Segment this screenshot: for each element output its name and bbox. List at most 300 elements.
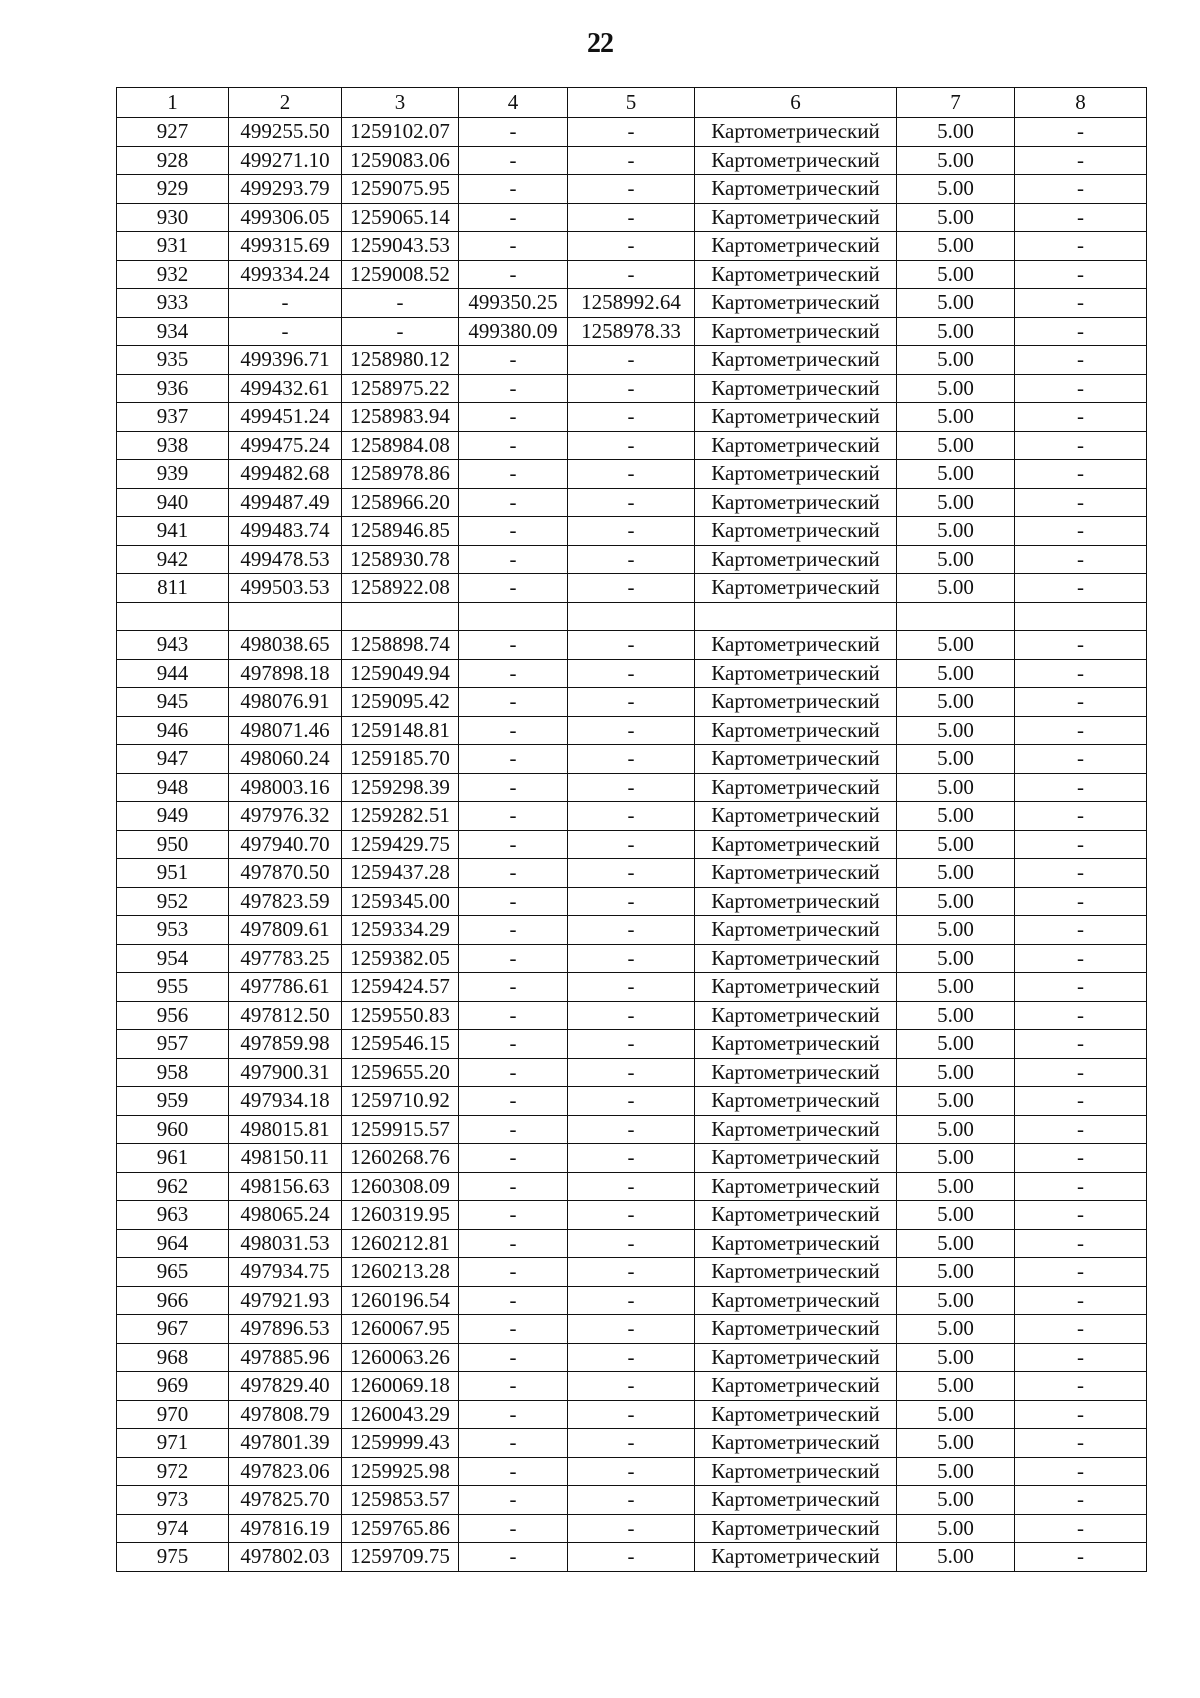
table-cell: 497921.93 xyxy=(229,1286,342,1315)
table-cell: 497934.75 xyxy=(229,1258,342,1287)
table-cell: Картометрический xyxy=(695,887,897,916)
table-cell: 1258992.64 xyxy=(568,289,695,318)
table-cell: Картометрический xyxy=(695,1087,897,1116)
table-cell: - xyxy=(568,1372,695,1401)
table-cell: 499271.10 xyxy=(229,146,342,175)
table-cell xyxy=(117,602,229,631)
table-cell: - xyxy=(459,1058,568,1087)
table-cell: 5.00 xyxy=(897,1229,1015,1258)
table-cell: 974 xyxy=(117,1514,229,1543)
table-cell: 811 xyxy=(117,574,229,603)
table-cell: - xyxy=(1015,374,1147,403)
table-cell: - xyxy=(1015,887,1147,916)
table-cell: 959 xyxy=(117,1087,229,1116)
table-row xyxy=(117,830,1147,859)
table-cell: 957 xyxy=(117,1030,229,1059)
table-cell: - xyxy=(1015,1429,1147,1458)
table-row xyxy=(117,1001,1147,1030)
table-row xyxy=(117,802,1147,831)
table-cell: 499475.24 xyxy=(229,431,342,460)
table-cell: Картометрический xyxy=(695,1400,897,1429)
table-cell: 497802.03 xyxy=(229,1543,342,1572)
table-cell: - xyxy=(1015,146,1147,175)
table-row xyxy=(117,1315,1147,1344)
table-cell: - xyxy=(568,745,695,774)
table-cell: - xyxy=(568,203,695,232)
table-cell: 5.00 xyxy=(897,1172,1015,1201)
table-cell: 1258930.78 xyxy=(342,545,459,574)
table-cell: 5.00 xyxy=(897,1058,1015,1087)
table-cell: 955 xyxy=(117,973,229,1002)
table-cell: Картометрический xyxy=(695,1514,897,1543)
table-cell: - xyxy=(459,688,568,717)
table-cell: - xyxy=(1015,545,1147,574)
table-row xyxy=(117,1258,1147,1287)
table-cell: 5.00 xyxy=(897,1144,1015,1173)
table-cell: 5.00 xyxy=(897,1201,1015,1230)
table-cell: - xyxy=(568,1315,695,1344)
table-cell: 936 xyxy=(117,374,229,403)
table-cell: 964 xyxy=(117,1229,229,1258)
table-cell xyxy=(695,602,897,631)
table-cell: Картометрический xyxy=(695,460,897,489)
table-cell: 499478.53 xyxy=(229,545,342,574)
table-cell: Картометрический xyxy=(695,374,897,403)
table-cell: 497934.18 xyxy=(229,1087,342,1116)
table-cell: 5.00 xyxy=(897,659,1015,688)
table-cell: Картометрический xyxy=(695,346,897,375)
table-cell: - xyxy=(459,1172,568,1201)
header-cell: 3 xyxy=(342,88,459,118)
table-cell: - xyxy=(1015,631,1147,660)
table-cell: 499503.53 xyxy=(229,574,342,603)
table-cell: 972 xyxy=(117,1457,229,1486)
table-cell: 5.00 xyxy=(897,1543,1015,1572)
table-cell: 499306.05 xyxy=(229,203,342,232)
table-cell: - xyxy=(459,232,568,261)
table-cell: 1258983.94 xyxy=(342,403,459,432)
table-cell: 956 xyxy=(117,1001,229,1030)
table-cell: - xyxy=(459,403,568,432)
table-cell: - xyxy=(1015,688,1147,717)
table-cell: - xyxy=(568,1429,695,1458)
table-cell: - xyxy=(568,659,695,688)
table-cell: 947 xyxy=(117,745,229,774)
table-cell: 930 xyxy=(117,203,229,232)
table-cell: 5.00 xyxy=(897,802,1015,831)
table-cell: 5.00 xyxy=(897,830,1015,859)
table-cell: - xyxy=(459,916,568,945)
table-cell: - xyxy=(1015,118,1147,147)
table-cell: - xyxy=(459,374,568,403)
table-cell: - xyxy=(568,146,695,175)
table-cell: 5.00 xyxy=(897,574,1015,603)
table-cell: - xyxy=(568,1514,695,1543)
table-cell: 1258922.08 xyxy=(342,574,459,603)
table-cell: - xyxy=(229,289,342,318)
table-cell: 1260212.81 xyxy=(342,1229,459,1258)
table-cell: Картометрический xyxy=(695,574,897,603)
table-cell: Картометрический xyxy=(695,203,897,232)
table-cell: 1258980.12 xyxy=(342,346,459,375)
table-cell: - xyxy=(568,973,695,1002)
table-cell: 939 xyxy=(117,460,229,489)
table-row xyxy=(117,1457,1147,1486)
table-cell: - xyxy=(459,346,568,375)
table-cell: Картометрический xyxy=(695,289,897,318)
table-cell: 497786.61 xyxy=(229,973,342,1002)
table-cell: 5.00 xyxy=(897,403,1015,432)
table-cell: 1258975.22 xyxy=(342,374,459,403)
table-row xyxy=(117,887,1147,916)
table-cell: - xyxy=(568,1144,695,1173)
table-cell: 927 xyxy=(117,118,229,147)
table-cell: - xyxy=(459,460,568,489)
table-cell: 497801.39 xyxy=(229,1429,342,1458)
table-cell: 499334.24 xyxy=(229,260,342,289)
header-cell: 4 xyxy=(459,88,568,118)
table-cell: 946 xyxy=(117,716,229,745)
table-cell: - xyxy=(459,1457,568,1486)
table-cell: 499293.79 xyxy=(229,175,342,204)
table-cell: - xyxy=(342,317,459,346)
table-cell: 962 xyxy=(117,1172,229,1201)
table-cell: - xyxy=(459,773,568,802)
table-row xyxy=(117,1087,1147,1116)
table-cell: 5.00 xyxy=(897,232,1015,261)
table-cell: Картометрический xyxy=(695,1058,897,1087)
table-cell: - xyxy=(568,1343,695,1372)
table-cell: - xyxy=(1015,460,1147,489)
table-row xyxy=(117,374,1147,403)
table-cell: - xyxy=(1015,1543,1147,1572)
table-cell: 1259334.29 xyxy=(342,916,459,945)
table-cell: - xyxy=(459,1372,568,1401)
table-cell: 497809.61 xyxy=(229,916,342,945)
table-cell: - xyxy=(1015,1315,1147,1344)
table-cell: Картометрический xyxy=(695,1258,897,1287)
table-cell: Картометрический xyxy=(695,1144,897,1173)
table-cell: Картометрический xyxy=(695,118,897,147)
table-cell: 1258898.74 xyxy=(342,631,459,660)
table-cell: - xyxy=(568,1172,695,1201)
table-cell: - xyxy=(459,659,568,688)
table-cell: 5.00 xyxy=(897,887,1015,916)
table-cell: 499482.68 xyxy=(229,460,342,489)
table-cell: - xyxy=(1015,574,1147,603)
table-cell: - xyxy=(459,973,568,1002)
table-cell: 5.00 xyxy=(897,289,1015,318)
table-cell: Картометрический xyxy=(695,631,897,660)
table-cell: 498060.24 xyxy=(229,745,342,774)
table-cell: 1259102.07 xyxy=(342,118,459,147)
table-cell: - xyxy=(568,1001,695,1030)
table-row xyxy=(117,460,1147,489)
table-cell: 499255.50 xyxy=(229,118,342,147)
table-cell: 499483.74 xyxy=(229,517,342,546)
table-row xyxy=(117,1144,1147,1173)
table-cell: Картометрический xyxy=(695,773,897,802)
table-cell: - xyxy=(568,1457,695,1486)
table-cell: 1259382.05 xyxy=(342,944,459,973)
header-cell: 7 xyxy=(897,88,1015,118)
table-cell: - xyxy=(568,460,695,489)
table-cell: 5.00 xyxy=(897,916,1015,945)
table-cell: - xyxy=(1015,1030,1147,1059)
table-cell: Картометрический xyxy=(695,802,897,831)
table-cell: 1259148.81 xyxy=(342,716,459,745)
table-cell: 1259185.70 xyxy=(342,745,459,774)
table-cell: - xyxy=(459,802,568,831)
table-cell: 968 xyxy=(117,1343,229,1372)
table-cell: 1259546.15 xyxy=(342,1030,459,1059)
table-cell: - xyxy=(459,146,568,175)
table-cell: 5.00 xyxy=(897,944,1015,973)
table-cell: - xyxy=(459,631,568,660)
table-cell: 940 xyxy=(117,488,229,517)
table-cell: - xyxy=(459,431,568,460)
table-cell: - xyxy=(459,745,568,774)
table-row xyxy=(117,773,1147,802)
table-cell: Картометрический xyxy=(695,175,897,204)
table-cell: 1259424.57 xyxy=(342,973,459,1002)
table-cell: - xyxy=(1015,346,1147,375)
table-cell: - xyxy=(1015,1514,1147,1543)
table-cell: - xyxy=(342,289,459,318)
table-cell: 498003.16 xyxy=(229,773,342,802)
table-cell xyxy=(897,602,1015,631)
table-cell: - xyxy=(459,203,568,232)
table-cell: 945 xyxy=(117,688,229,717)
table-cell: 5.00 xyxy=(897,716,1015,745)
table-cell: - xyxy=(568,574,695,603)
table-cell: 497825.70 xyxy=(229,1486,342,1515)
table-cell: - xyxy=(1015,203,1147,232)
table-cell: - xyxy=(1015,431,1147,460)
table-cell: - xyxy=(568,802,695,831)
table-cell: 498065.24 xyxy=(229,1201,342,1230)
table-row xyxy=(117,1514,1147,1543)
table-cell: - xyxy=(1015,232,1147,261)
table-cell: 498156.63 xyxy=(229,1172,342,1201)
table-cell: - xyxy=(459,1486,568,1515)
table-row xyxy=(117,1372,1147,1401)
table-cell: 497976.32 xyxy=(229,802,342,831)
table-cell: - xyxy=(1015,1400,1147,1429)
table-cell: - xyxy=(568,403,695,432)
table-cell: - xyxy=(459,1400,568,1429)
table-row xyxy=(117,631,1147,660)
header-row xyxy=(117,88,1147,118)
table-cell: Картометрический xyxy=(695,1372,897,1401)
table-cell: - xyxy=(459,1030,568,1059)
table-cell: - xyxy=(459,1001,568,1030)
table-row xyxy=(117,1343,1147,1372)
table-cell: 950 xyxy=(117,830,229,859)
table-cell: - xyxy=(1015,773,1147,802)
table-cell: 1260067.95 xyxy=(342,1315,459,1344)
table-row xyxy=(117,1429,1147,1458)
table-row xyxy=(117,659,1147,688)
table-row xyxy=(117,916,1147,945)
table-cell: 952 xyxy=(117,887,229,916)
table-cell: - xyxy=(1015,317,1147,346)
table-cell: 497816.19 xyxy=(229,1514,342,1543)
table-cell: 497823.06 xyxy=(229,1457,342,1486)
table-cell: Картометрический xyxy=(695,1201,897,1230)
table-row xyxy=(117,574,1147,603)
table-cell: - xyxy=(568,773,695,802)
table-cell: 1259345.00 xyxy=(342,887,459,916)
table-cell: 5.00 xyxy=(897,1514,1015,1543)
table-cell xyxy=(568,602,695,631)
table-cell xyxy=(459,602,568,631)
table-cell: 951 xyxy=(117,859,229,888)
table-cell: - xyxy=(1015,944,1147,973)
table-cell: - xyxy=(568,1030,695,1059)
table-cell: - xyxy=(1015,859,1147,888)
table-row xyxy=(117,1030,1147,1059)
table-cell: - xyxy=(568,346,695,375)
table-cell: - xyxy=(1015,1144,1147,1173)
table-cell: 497859.98 xyxy=(229,1030,342,1059)
table-cell: 5.00 xyxy=(897,688,1015,717)
table-cell: 1259709.75 xyxy=(342,1543,459,1572)
table-cell: - xyxy=(459,1315,568,1344)
table-cell: 1258946.85 xyxy=(342,517,459,546)
table-cell: 5.00 xyxy=(897,973,1015,1002)
table-cell: - xyxy=(459,1258,568,1287)
table-cell: 1258966.20 xyxy=(342,488,459,517)
table-row xyxy=(117,716,1147,745)
header-cell: 6 xyxy=(695,88,897,118)
table-cell: 948 xyxy=(117,773,229,802)
table-row xyxy=(117,1486,1147,1515)
table-cell: - xyxy=(568,1115,695,1144)
table-cell: - xyxy=(459,574,568,603)
table-cell: 498038.65 xyxy=(229,631,342,660)
table-cell: 499451.24 xyxy=(229,403,342,432)
table-cell: - xyxy=(568,1543,695,1572)
table-cell: 497870.50 xyxy=(229,859,342,888)
table-cell: 5.00 xyxy=(897,1400,1015,1429)
table-cell: 965 xyxy=(117,1258,229,1287)
table-cell: 1260196.54 xyxy=(342,1286,459,1315)
table-cell: - xyxy=(1015,260,1147,289)
table-cell: - xyxy=(568,1058,695,1087)
table-cell: 1259008.52 xyxy=(342,260,459,289)
table-cell: 960 xyxy=(117,1115,229,1144)
table-cell: 1259083.06 xyxy=(342,146,459,175)
table-cell: - xyxy=(459,488,568,517)
table-cell: - xyxy=(459,1229,568,1258)
table-cell: 499315.69 xyxy=(229,232,342,261)
table-cell: 970 xyxy=(117,1400,229,1429)
table-cell: - xyxy=(1015,1343,1147,1372)
table-cell: 944 xyxy=(117,659,229,688)
table-cell: 1259429.75 xyxy=(342,830,459,859)
table-cell: 1259049.94 xyxy=(342,659,459,688)
table-row xyxy=(117,232,1147,261)
table-cell: - xyxy=(459,944,568,973)
table-cell: Картометрический xyxy=(695,916,897,945)
table-cell: 5.00 xyxy=(897,1286,1015,1315)
header-cell: 2 xyxy=(229,88,342,118)
table-cell: - xyxy=(459,1087,568,1116)
table-cell xyxy=(1015,602,1147,631)
table-cell: 1258984.08 xyxy=(342,431,459,460)
table-cell: 499487.49 xyxy=(229,488,342,517)
table-cell: 1259095.42 xyxy=(342,688,459,717)
table-cell: 961 xyxy=(117,1144,229,1173)
table-cell: 1260308.09 xyxy=(342,1172,459,1201)
table-cell: - xyxy=(568,944,695,973)
table-cell: 5.00 xyxy=(897,745,1015,774)
table-cell: 967 xyxy=(117,1315,229,1344)
header-cell: 5 xyxy=(568,88,695,118)
table-cell: Картометрический xyxy=(695,1286,897,1315)
table-cell: - xyxy=(1015,175,1147,204)
table-row xyxy=(117,602,1147,631)
table-cell: 937 xyxy=(117,403,229,432)
table-cell: 966 xyxy=(117,1286,229,1315)
table-cell: Картометрический xyxy=(695,688,897,717)
table-cell: 5.00 xyxy=(897,317,1015,346)
table-cell: - xyxy=(459,1514,568,1543)
table-cell: - xyxy=(1015,745,1147,774)
table-cell: Картометрический xyxy=(695,517,897,546)
table-cell: 497823.59 xyxy=(229,887,342,916)
table-cell: 949 xyxy=(117,802,229,831)
table-cell: - xyxy=(1015,1229,1147,1258)
table-row xyxy=(117,859,1147,888)
table-cell: - xyxy=(568,830,695,859)
table-cell: - xyxy=(568,916,695,945)
table-cell: - xyxy=(1015,1372,1147,1401)
table-cell: - xyxy=(459,830,568,859)
table-cell: 975 xyxy=(117,1543,229,1572)
table-cell: - xyxy=(459,1429,568,1458)
table-cell: 497900.31 xyxy=(229,1058,342,1087)
table-cell: - xyxy=(1015,802,1147,831)
table-cell: 5.00 xyxy=(897,260,1015,289)
table-cell: - xyxy=(1015,517,1147,546)
table-cell: 1260043.29 xyxy=(342,1400,459,1429)
table-cell: Картометрический xyxy=(695,944,897,973)
table-row xyxy=(117,175,1147,204)
table-cell: - xyxy=(459,1543,568,1572)
table-cell: - xyxy=(1015,1058,1147,1087)
table-cell: 499350.25 xyxy=(459,289,568,318)
table-row xyxy=(117,260,1147,289)
table-cell: 499396.71 xyxy=(229,346,342,375)
table-cell: 1259298.39 xyxy=(342,773,459,802)
table-cell: - xyxy=(1015,973,1147,1002)
table-cell: Картометрический xyxy=(695,488,897,517)
table-cell: Картометрический xyxy=(695,317,897,346)
table-cell: - xyxy=(568,887,695,916)
table-cell: Картометрический xyxy=(695,1030,897,1059)
table-cell: 5.00 xyxy=(897,1372,1015,1401)
table-cell: 1259437.28 xyxy=(342,859,459,888)
table-cell: 954 xyxy=(117,944,229,973)
table-cell: 498150.11 xyxy=(229,1144,342,1173)
table-cell: 497829.40 xyxy=(229,1372,342,1401)
table-cell: 498071.46 xyxy=(229,716,342,745)
table-cell: - xyxy=(568,859,695,888)
table-cell: 5.00 xyxy=(897,460,1015,489)
table-cell: Картометрический xyxy=(695,1543,897,1572)
